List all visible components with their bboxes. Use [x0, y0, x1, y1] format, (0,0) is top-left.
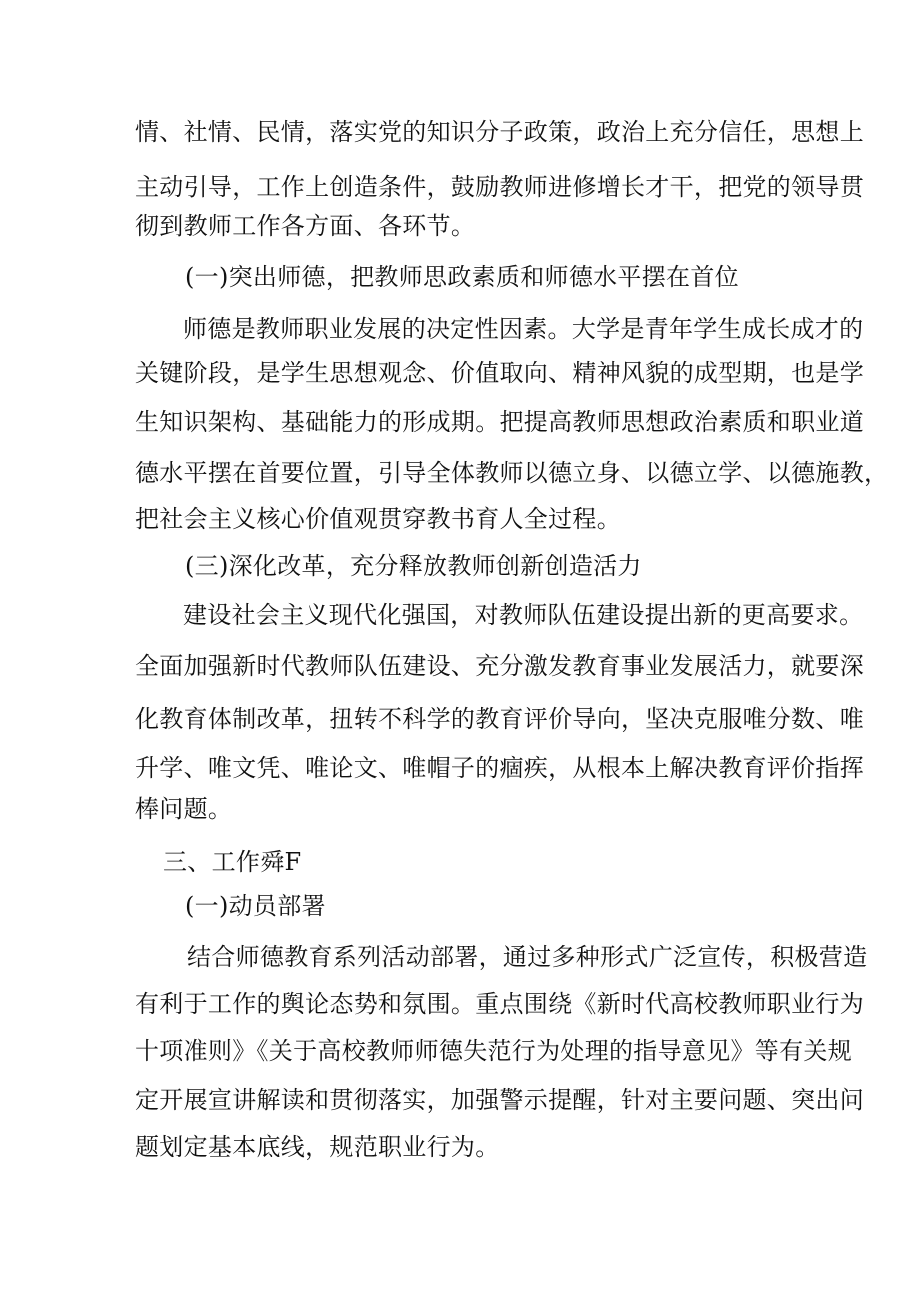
body-text-line: 化教育体制改革，扭转不科学的教育评价导向，坚决克服唯分数、唯 — [135, 705, 864, 733]
body-text-line: 生知识架构、基础能力的形成期。把提高教师思想政治素质和职业道 — [135, 408, 864, 436]
body-text-line: 结合师德教育系列活动部署，通过多种形式广泛宣传，积极营造 — [187, 943, 868, 971]
body-text-line: 关键阶段，是学生思想观念、价值取向、精神风貌的成型期，也是学 — [135, 359, 864, 387]
body-text-line: 师德是教师职业发展的决定性因素。大学是青年学生成长成才的 — [183, 315, 864, 343]
section-heading: (一)动员部署 — [185, 892, 326, 920]
body-text-line: 有利于工作的舆论态势和氛围。重点围绕《新时代高校教师职业行为 — [135, 990, 864, 1018]
chapter-heading: 三、工作舜F — [163, 848, 302, 876]
body-text-line: 彻到教师工作各方面、各环节。 — [135, 212, 476, 240]
body-text-line: 定开展宣讲解读和贯彻落实，加强警示提醒，针对主要问题、突出问 — [135, 1086, 864, 1114]
body-text-line: 升学、唯文凭、唯论文、唯帽子的痼疾，从根本上解决教育评价指挥 — [135, 754, 864, 782]
body-text-line: 棒问题。 — [135, 795, 233, 823]
section-heading: (一)突出师德，把教师思政素质和师德水平摆在首位 — [185, 263, 739, 291]
body-text-line: 情、社情、民情，落实党的知识分子政策，政治上充分信任，思想上 — [135, 118, 864, 146]
body-text-line: 十项准则》《关于高校教师师德失范行为处理的指导意见》等有关规 — [135, 1037, 852, 1065]
body-text-line: 把社会主义核心价值观贯穿教书育人全过程。 — [135, 505, 621, 533]
body-text-line: 全面加强新时代教师队伍建设、充分激发教育事业发展活力，就要深 — [135, 652, 864, 680]
body-text-line: 建设社会主义现代化强国，对教师队伍建设提出新的更高要求。 — [183, 601, 864, 629]
body-text-line: 题划定基本底线，规范职业行为。 — [135, 1133, 500, 1161]
body-text-line: 主动引导，工作上创造条件，鼓励教师进修增长才干，把党的领导贯 — [135, 173, 864, 201]
section-heading: (三)深化改革，充分释放教师创新创造活力 — [185, 552, 642, 580]
body-text-line: 德水平摆在首要位置，引导全体教师以德立身、以德立学、以德施教， — [135, 459, 889, 487]
